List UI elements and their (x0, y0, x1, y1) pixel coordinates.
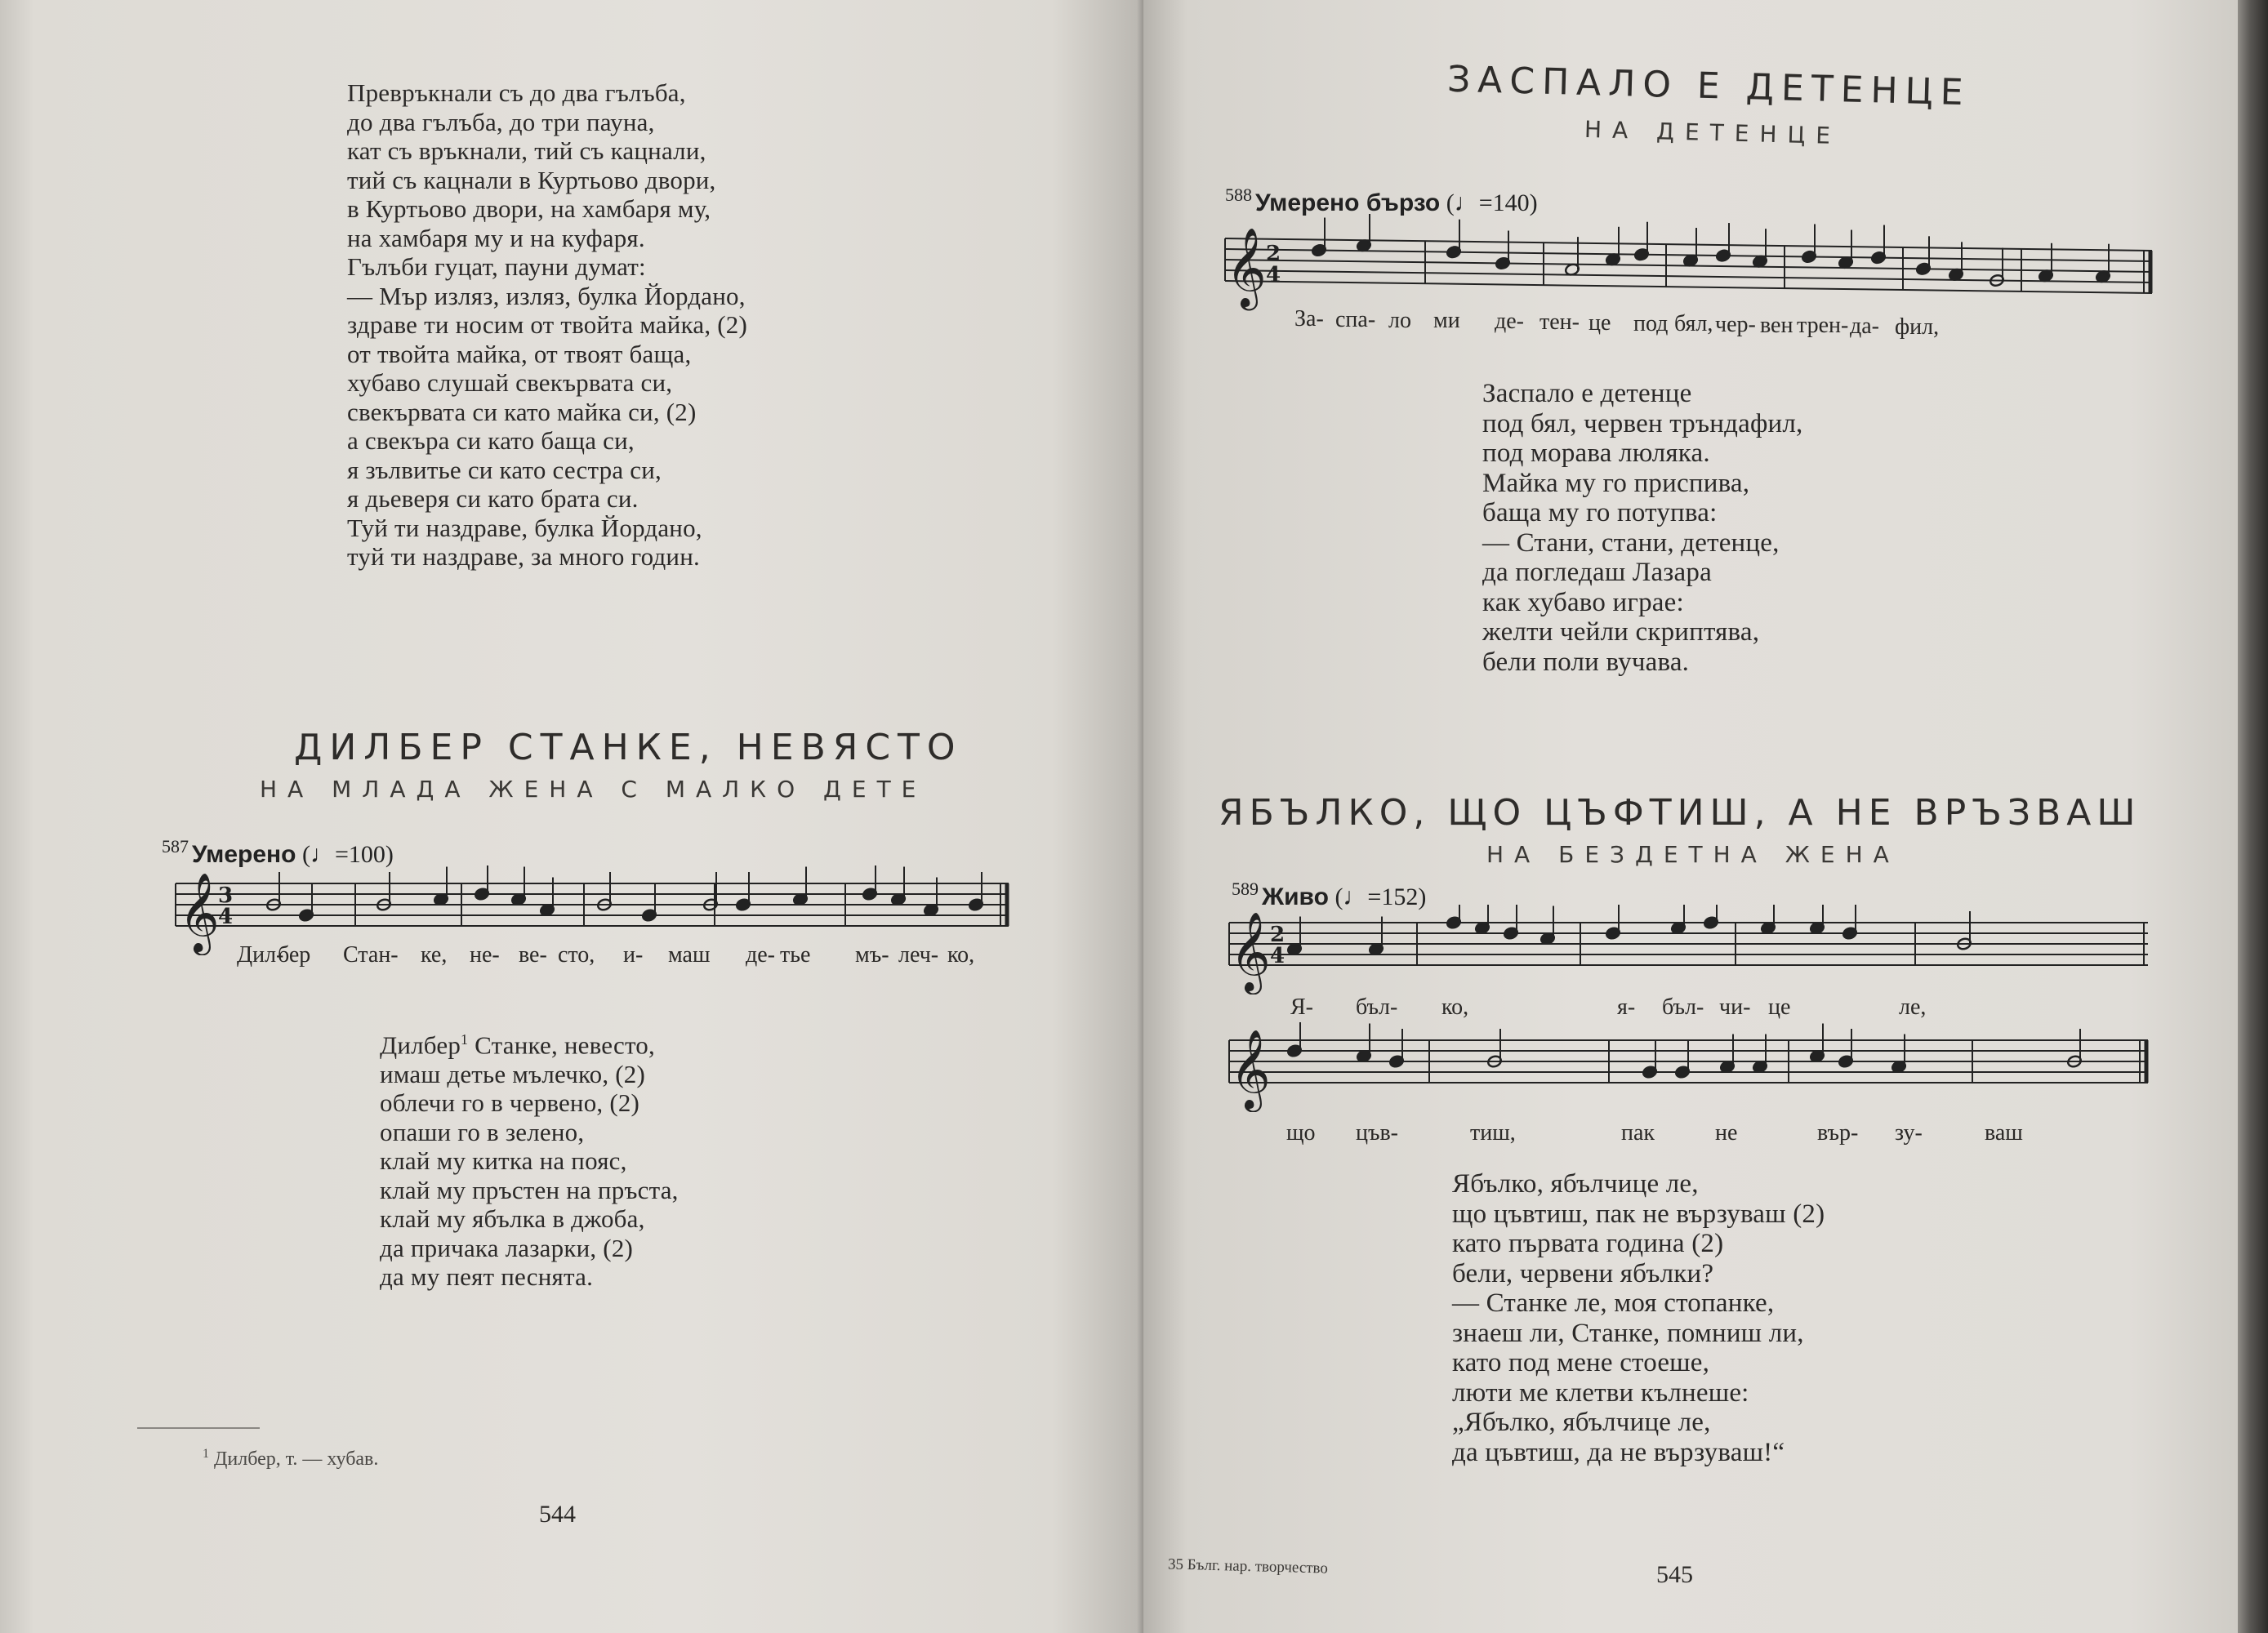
treble-clef-icon: 𝄞 (1230, 911, 1271, 991)
song-number: 587 (162, 836, 189, 857)
verse-line: — Мър изляз, изляз, булка Йордано, (347, 281, 746, 310)
tempo-mark: Живо (1262, 883, 1329, 910)
song-587-subtitle: НА МЛАДА ЖЕНА С МАЛКО ДЕТЕ (260, 776, 927, 803)
verse-line: Туй ти наздраве, булка Йордано, (347, 513, 702, 542)
verse-line: да причака лазарки, (2) (380, 1233, 634, 1262)
song-588-verse (1482, 379, 1803, 677)
verse-line: тий съ кацнали в Куртьово двори, (347, 165, 716, 194)
verse-line: в Куртьово двори, на хамбаря му, (347, 194, 711, 223)
song-588-tempo (1225, 185, 1538, 217)
song-589-verse (1452, 1169, 1825, 1467)
tempo-mark: Умерено бързо (1255, 189, 1441, 216)
footnote-divider (137, 1427, 260, 1429)
lyric-syllable: бял, (1674, 311, 1713, 337)
verse-line: — Станке ле, моя стопанке, (1452, 1288, 1775, 1318)
tempo-value: (♩=100) (302, 841, 394, 868)
song-589-title: ЯБЪЛКО, ЩО ЦЪФТИШ, А НЕ ВРЪЗВАШ (1219, 792, 2141, 834)
lyric-syllable: ло (1388, 307, 1411, 333)
right-page (1143, 0, 2238, 1633)
verse-line: облечи го в червено, (2) (380, 1088, 640, 1118)
verse-line: хубаво слушай свекървата си, (347, 368, 673, 397)
lyric-syllable: трен- (1797, 313, 1849, 339)
lyric-syllable: тен- (1539, 309, 1580, 336)
tempo-value: (♩=152) (1335, 883, 1427, 910)
verse-line: знаеш ли, Станке, помниш ли, (1452, 1318, 1804, 1348)
verse-line: бели поли вучава. (1482, 647, 1690, 677)
time-signature-top: 2 (1266, 242, 1281, 266)
lyric-syllable: маш (668, 942, 711, 968)
treble-clef-icon: 𝄞 (1230, 1029, 1271, 1109)
verse-line: имаш детье мълечко, (2) (380, 1059, 646, 1088)
lyric-syllable: ваш (1985, 1120, 2023, 1146)
tempo-mark: Умерено (192, 841, 296, 868)
verse-line: под бял, червен тръндафил, (1482, 408, 1803, 438)
verse-line: като под мене стоеше, (1452, 1348, 1710, 1377)
music-staff-588 (1221, 214, 2160, 320)
verse-line: клай му китка на пояс, (380, 1146, 627, 1176)
verse-line: що цъвтиш, пак не вързуваш (2) (1452, 1199, 1825, 1229)
verse-line: здраве ти носим от твойта майка, (2) (347, 310, 747, 339)
song-588-title: ЗАСПАЛО Е ДЕТЕНЦЕ (1446, 58, 1972, 114)
verse-line: Заспало е детенце (1482, 379, 1692, 408)
footnote: $^1$ Дилбер, т. — хубав. (203, 1447, 379, 1470)
lyric-syllable: вен (1760, 312, 1793, 338)
lyric-syllable: под (1633, 310, 1669, 336)
lyric-syllable: ко, (1441, 994, 1469, 1020)
lyric-syllable: це (1588, 309, 1611, 336)
verse-line: да погледаш Лазара (1482, 558, 1712, 587)
book-right-edge (2238, 0, 2268, 1633)
lyric-syllable: сто, (558, 942, 595, 968)
verse-line: бели, червени ябълки? (1452, 1258, 1714, 1288)
lyric-syllable: За- (1294, 306, 1324, 332)
verse-line: клай му ябълка в джоба, (380, 1204, 645, 1234)
music-staff-589-line1 (1225, 905, 2156, 994)
verse-line: свекървата си като майка си, (2) (347, 397, 697, 426)
verse-line: Майка му го приспива, (1482, 468, 1750, 498)
lyric-syllable: не- (470, 942, 500, 968)
lyric-syllable: бъл- (1662, 994, 1704, 1020)
song-589-subtitle: НА БЕЗДЕТНА ЖЕНА (1486, 841, 1900, 868)
verse-line: а свекъра си като баща си, (347, 426, 635, 455)
lyric-syllable: це (1768, 994, 1791, 1020)
verse-line: как хубаво играе: (1482, 587, 1684, 617)
lyric-syllable: де- (746, 942, 775, 968)
time-signature-top: 3 (218, 883, 234, 908)
song-587-verse (380, 1026, 679, 1292)
lyric-syllable: Стан- (343, 942, 399, 968)
verse-line: като първата година (2) (1452, 1229, 1724, 1258)
lyric-syllable: леч- (898, 942, 939, 968)
lyric-syllable: Я- (1290, 994, 1313, 1020)
treble-clef-icon: 𝄞 (179, 872, 220, 952)
song-587-tempo (162, 836, 394, 869)
verse-line: баща му го потупва: (1482, 498, 1718, 527)
lyric-syllable: я- (1617, 994, 1636, 1020)
verse-line: кат съ връкнали, тий съ кацнали, (347, 136, 706, 165)
lyric-syllable: тье (780, 942, 811, 968)
lyric-syllable: чи- (1719, 994, 1751, 1020)
verse-line: я зълвитье си като сестра си, (347, 455, 662, 484)
verse-line: „Ябълко, ябълчице ле, (1452, 1408, 1711, 1437)
verse-line: — Стани, стани, детенце, (1482, 527, 1780, 558)
lyric-syllable: не (1715, 1120, 1738, 1146)
verse-line: Дилбер$^1$ Станке, невесто, (380, 1030, 655, 1060)
music-staff-589-line2 (1225, 1022, 2156, 1112)
lyric-syllable: ми (1433, 308, 1460, 334)
page-number-left: 544 (539, 1501, 576, 1528)
lyric-syllable: фил, (1895, 314, 1940, 340)
verse-line: на хамбаря му и на куфаря. (347, 223, 645, 252)
lyric-syllable: бер (278, 942, 311, 968)
song-588-subtitle: НА ДЕТЕНЦЕ (1584, 115, 1842, 150)
lyric-syllable: ле, (1899, 994, 1927, 1020)
verse-line: Гълъби гуцат, пауни думат: (347, 252, 646, 281)
verse-line: клай му пръстен на пръста, (380, 1175, 679, 1204)
verse-continuation (347, 78, 747, 572)
lyric-syllable: и- (623, 942, 644, 968)
lyric-syllable: цъв- (1356, 1120, 1399, 1146)
verse-line: от твойта майка, от твоят баща, (347, 339, 692, 368)
lyric-syllable: ве- (519, 942, 547, 968)
lyric-syllable: Дил- (237, 942, 284, 968)
lyric-syllable: що (1286, 1120, 1316, 1146)
verse-line: Ябълко, ябълчице ле, (1452, 1169, 1699, 1199)
lyric-syllable: ко, (947, 942, 975, 968)
footnote-marker[interactable]: 1 (461, 1031, 469, 1048)
time-signature-top: 2 (1270, 923, 1285, 947)
page-number-right: 545 (1656, 1561, 1693, 1588)
verse-line: Превръкнали съ до два гълъба, (347, 78, 686, 107)
time-signature-bottom: 4 (1270, 944, 1285, 968)
verse-line: желти чейли скриптява, (1482, 617, 1760, 647)
treble-clef-icon: 𝄞 (1226, 227, 1267, 307)
lyric-syllable: чер- (1715, 311, 1756, 337)
verse-line: опаши го в зелено, (380, 1117, 585, 1146)
verse-line: до два гълъба, до три пауна, (347, 107, 655, 136)
verse-line: да му пеят песнята. (380, 1262, 594, 1292)
song-number: 588 (1225, 185, 1252, 205)
tempo-value: (♩=140) (1446, 189, 1538, 216)
verse-line: да цъвтиш, да не вързуваш!“ (1452, 1437, 1785, 1467)
lyric-syllable: мъ- (855, 942, 889, 968)
time-signature-bottom: 4 (1266, 263, 1281, 287)
verse-line: туй ти наздраве, за много годин. (347, 542, 700, 571)
lyric-syllable: да- (1850, 314, 1879, 339)
lyric-syllable: тиш, (1470, 1120, 1516, 1146)
lyric-syllable: де- (1495, 309, 1524, 335)
lyric-syllable: спа- (1335, 306, 1376, 332)
verse-line: люти ме клетви кълнеше: (1452, 1377, 1749, 1408)
verse-line: под морава люляка. (1482, 438, 1710, 468)
song-587-title: ДИЛБЕР СТАНКЕ, НЕВЯСТО (294, 727, 963, 768)
lyric-syllable: ке, (421, 942, 448, 968)
printer-imprint: 35 Бълг. нар. творчество (1167, 1555, 1329, 1577)
time-signature-bottom: 4 (218, 905, 234, 929)
lyric-syllable: вър- (1817, 1120, 1859, 1146)
song-number: 589 (1232, 879, 1259, 899)
lyric-syllable: бъл- (1356, 994, 1398, 1020)
verse-line: я дьеверя си като брата си. (347, 484, 639, 513)
lyric-syllable: зу- (1895, 1120, 1923, 1146)
lyric-syllable: пак (1621, 1120, 1655, 1146)
